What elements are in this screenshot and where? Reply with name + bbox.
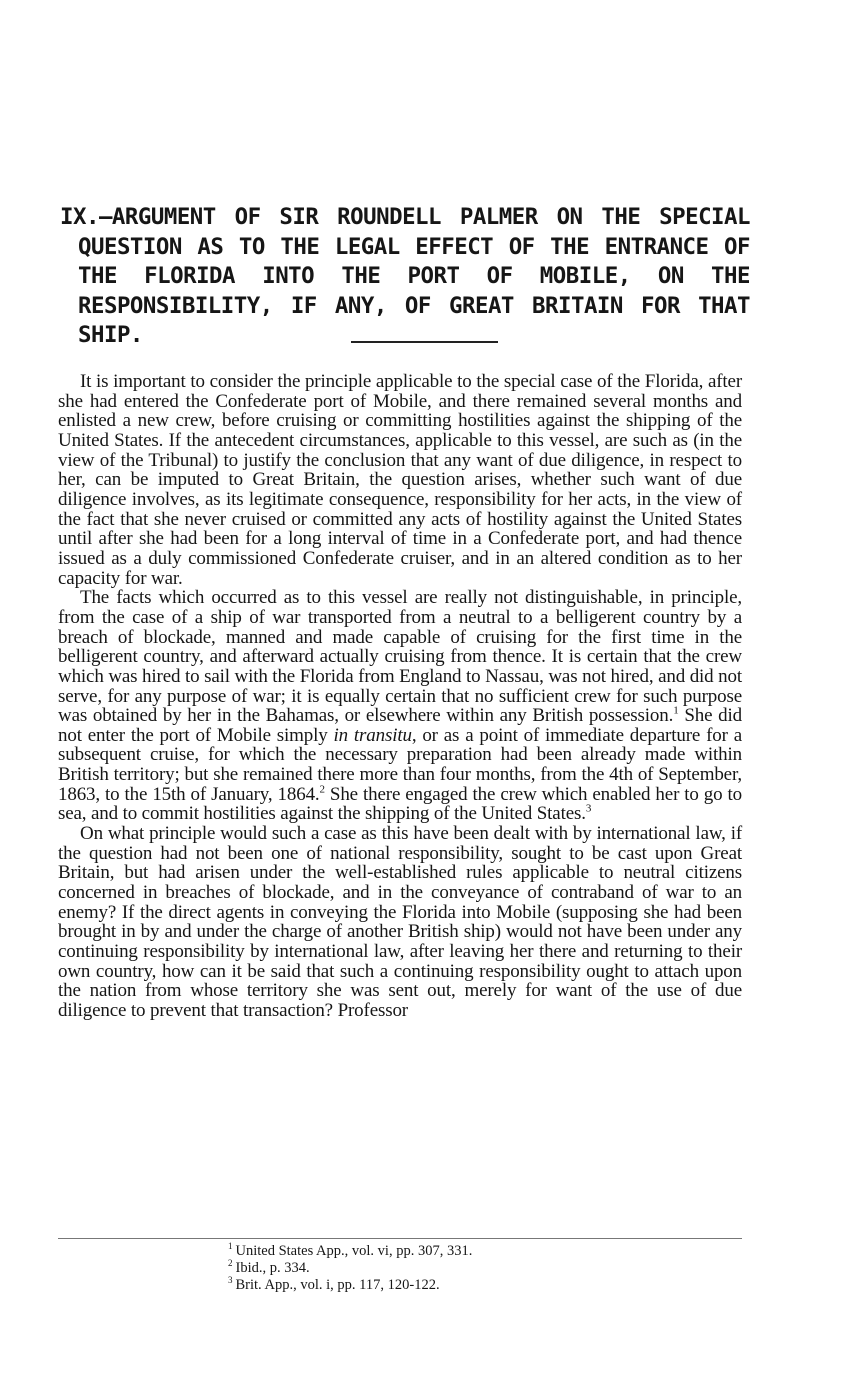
footnote-ref-3: 3 bbox=[585, 803, 592, 816]
body-text bbox=[58, 372, 742, 1021]
footnotes bbox=[228, 1243, 628, 1294]
footnote-text: Ibid., p. 334. bbox=[235, 1260, 310, 1276]
paragraph-2-text-a: The facts which occurred as to this vessel are really not distinguishable, in principle, from the case of a ship of war transported from a neutral to a belligerent country by a breach of blockade, manned and made capable of cruising for the first time in the belligerent country, and afterward actually cruising from thence. It is certain that the crew which was hired to sail with the Florida from England to Nassau, was not hired, and did not serve, for any purpose of war; it is equally certain that no sufficient crew for such purpose was obtained by her in the Bahamas, or elsewhere within any British possession. bbox=[58, 587, 742, 727]
footnote-ref-2: 2 bbox=[319, 783, 325, 796]
section-heading: IX.—ARGUMENT OF SIR ROUNDELL PALMER ON THE SPECIAL QUESTION AS TO THE LEGAL EFFECT OF THE ENTRANCE OF THE FLORIDA INTO THE PORT OF MOBILE, ON THE RESPONSIBILITY, IF ANY, OF GREAT BRITAIN FOR THAT SHIP. bbox=[60, 204, 750, 348]
paragraph-2-text-d: She there engaged the crew which enabled her to go to sea, and to commit hostilities against the shipping of the United States. bbox=[58, 783, 742, 825]
footnote-number: 1 bbox=[228, 1241, 233, 1252]
footnote-divider bbox=[58, 1238, 742, 1239]
paragraph-3: On what principle would such a case as this have been dealt with by international law, if the question had not been one of national responsibility, sought to be cast upon Great Britain, but had arisen under the well-established rules applicable to neutral citizens concerned in breaches of blockade, and in the conveyance of contraband of war to an enemy? If the direct agents in conveying the Florida into Mobile (supposing she had been brought in by and under the charge of another British ship) would not have been under any continuing responsibility by international law, after leaving her there and returning to their own country, how can it be said that such a continuing responsibility ought to attach upon the nation from whose territory she was sent out, merely for want of the use of due diligence to prevent that transaction? Professor bbox=[58, 823, 742, 1021]
footnote-text: Brit. App., vol. i, pp. 117, 120-122. bbox=[235, 1277, 440, 1293]
paragraph-1: It is important to consider the principle applicable to the special case of the Florida, after she had entered the Confederate port of Mobile, and there remained several months and enlisted a new crew, before cruising or committing hostilities against the shipping of the United States. If the antecedent circumstances, applicable to this vessel, are such as (in the view of the Tribunal) to justify the conclusion that any want of due diligence, in respect to her, can be imputed to Great Britain, the question arises, whether such want of due diligence involves, as its legitimate consequence, responsibility for her acts, in the view of the fact that she never cruised or committed any acts of hostility against the United States until after she had been for a long interval of time in a Confederate port, and had thence issued as a duly commissioned Confederate cruiser, and in an altered condition as to her capacity for war. bbox=[58, 371, 742, 589]
heading-divider bbox=[351, 341, 498, 343]
paragraph-2-text-b: She did not enter the port of Mobile simply bbox=[58, 705, 742, 746]
footnote-2 bbox=[228, 1260, 628, 1277]
footnote-ref-1: 1 bbox=[673, 704, 679, 717]
footnote-3 bbox=[228, 1277, 628, 1294]
paragraph-2 bbox=[58, 588, 742, 824]
footnote-number: 2 bbox=[228, 1258, 233, 1269]
italic-phrase: in transitu bbox=[333, 724, 412, 746]
footnote-text: United States App., vol. vi, pp. 307, 331. bbox=[235, 1243, 473, 1259]
footnote-number: 3 bbox=[228, 1275, 233, 1286]
footnote-1 bbox=[228, 1243, 628, 1260]
paragraph-2-text-c: , or as a point of immediate departure for a subsequent cruise, for which the necessary preparation had been already made within British territory; but she remained there more than four months, from the 4th of September, 1863, to the 15th of January, 1864. bbox=[58, 724, 742, 805]
